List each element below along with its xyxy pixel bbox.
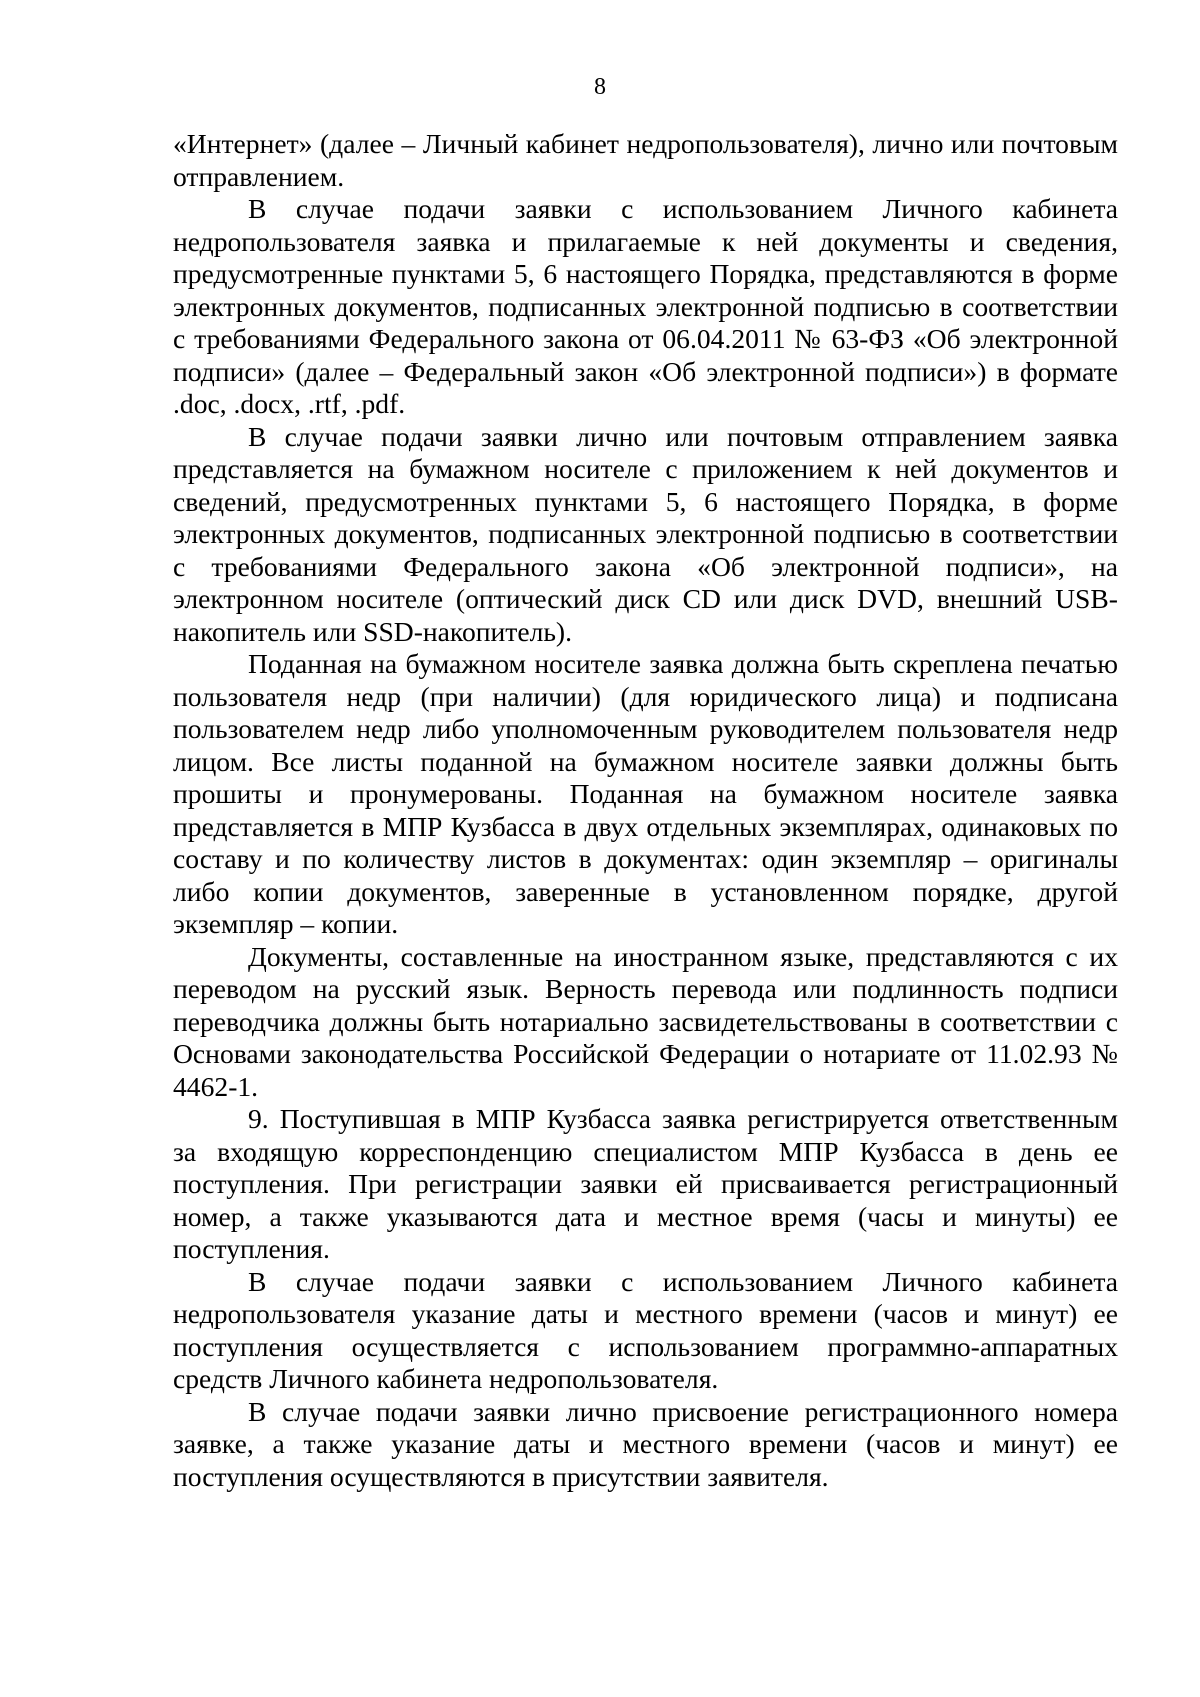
paragraph-foreign-documents: Документы, составленные на иностранном языке, представляются с их переводом на русский язык. Верность перевода или подлинность подписи переводчика должны быть нотариально засвидетельствованы в соответствии с Основами законодательства Российской Федерации о нотариате от 11.02.93 № 4462-1. xyxy=(173,940,1118,1102)
paragraph-personal-registration: В случае подачи заявки лично присвоение регистрационного номера заявке, а также указание даты и местного времени (часов и минут) ее поступления осуществляются в присутствии заявителя. xyxy=(173,1395,1118,1492)
paragraph-electronic-registration: В случае подачи заявки с использованием Личного кабинета недропользователя указание даты и местного времени (часов и минут) ее поступления осуществляется с использованием программно-аппаратных средств Личного кабинета недропользователя. xyxy=(173,1265,1118,1394)
page-number: 8 xyxy=(594,74,606,100)
paragraph-continuation: «Интернет» (далее – Личный кабинет недропользователя), лично или почтовым отправлением. xyxy=(173,128,1118,192)
paragraph-item-9-registration: 9. Поступившая в МПР Кузбасса заявка регистрируется ответственным за входящую корреспонденцию специалистом МПР Кузбасса в день ее поступления. При регистрации заявки ей присваивается регистрационный номер, а также указываются дата и местное время (часы и минуты) ее поступления. xyxy=(173,1103,1118,1264)
paragraph-paper-submission: В случае подачи заявки лично или почтовым отправлением заявка представляется на бумажном носителе с приложением к ней документов и сведений, предусмотренных пунктами 5, 6 настоящего Порядка, в форме электронных документов, подписанных электронной подписью в соответствии с требованиями Федерального закона «Об электронной подписи», на электронном носителе (оптический диск CD или диск DVD, внешний USB-накопитель или SSD-накопитель). xyxy=(173,420,1118,647)
paragraph-paper-requirements: Поданная на бумажном носителе заявка должна быть скреплена печатью пользователя недр (при наличии) (для юридического лица) и подписана пользователем недр либо уполномоченным руководителем пользователя недр лицом. Все листы поданной на бумажном носителе заявки должны быть прошиты и пронумерованы. Поданная на бумажном носителе заявка представляется в МПР Кузбасса в двух отдельных экземплярах, одинаковых по составу и по количеству листов в документах: один экземпляр – оригиналы либо копии документов, заверенные в установленном порядке, другой экземпляр – копии. xyxy=(173,648,1118,939)
paragraph-personal-account-submission: В случае подачи заявки с использованием Личного кабинета недропользователя заявка и прилагаемые к ней документы и сведения, предусмотренные пунктами 5, 6 настоящего Порядка, представляются в форме электронных документов, подписанных электронной подписью в соответствии с требованиями Федерального закона от 06.04.2011 № 63-ФЗ «Об электронной подписи» (далее – Федеральный закон «Об электронной подписи») в формате .doc, .docx, .rtf, .pdf. xyxy=(173,193,1118,419)
document-body xyxy=(173,128,1118,1493)
